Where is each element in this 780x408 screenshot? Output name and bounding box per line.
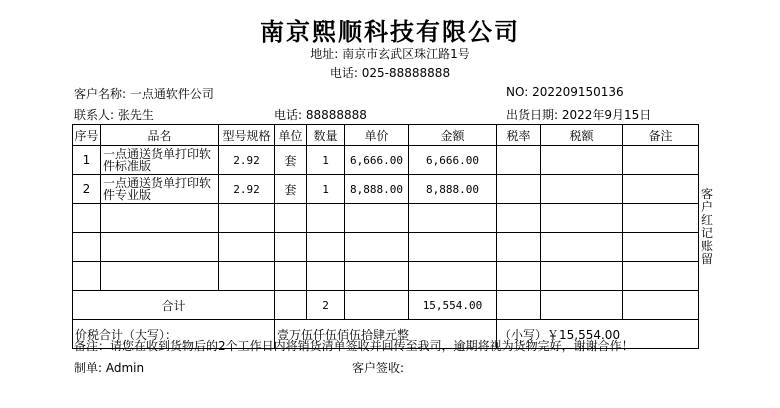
total-amount: 15,554.00 [409,291,497,320]
total-qty: 2 [307,291,345,320]
row-tax [541,175,623,204]
header-note: 备注 [623,125,699,146]
total-label: 合计 [73,291,275,320]
maker: 制单: Admin [74,361,145,375]
empty-row [73,233,699,262]
row-spec: 2.92 [219,146,275,175]
contact-person: 联系人: 张先生 [74,108,154,122]
company-phone: 电话: 025-88888888 [329,66,451,80]
empty-row [73,262,699,291]
row-unit: 套 [275,175,307,204]
contact-phone: 电话: 88888888 [274,108,367,122]
customer-signature: 客户签收: [352,361,405,375]
uppercase-value: 壹万伍仟伍佰伍拾肆元整 [275,320,497,349]
row-amount: 8,888.00 [409,175,497,204]
row-note [623,146,699,175]
row-no: 2 [73,175,101,204]
header-name: 品名 [101,125,219,146]
row-tax [541,146,623,175]
header-amount: 金额 [409,125,497,146]
row-qty: 1 [307,175,345,204]
row-amount: 6,666.00 [409,146,497,175]
lowercase-value: （小写）￥15,554.00 [497,320,699,349]
row-no: 1 [73,146,101,175]
goods-table [72,124,699,349]
header-tax: 税额 [541,125,623,146]
row-unit: 套 [275,146,307,175]
row-tax-rate [497,146,541,175]
header-qty: 数量 [307,125,345,146]
company-title: 南京熙顺科技有限公司 [260,17,520,46]
row-price: 8,888.00 [345,175,409,204]
header-tax-rate: 税率 [497,125,541,146]
ship-date: 出货日期: 2022年9月15日 [506,108,652,122]
row-spec: 2.92 [219,175,275,204]
side-copy-note: 客户红记账留 [700,187,713,266]
document-number: NO: 202209150136 [506,85,624,99]
header-spec: 型号规格 [219,125,275,146]
total-row [73,291,699,320]
table-row [73,175,699,204]
table-row [73,146,699,175]
empty-row [73,204,699,233]
header-unit: 单位 [275,125,307,146]
row-price: 6,666.00 [345,146,409,175]
header-price: 单价 [345,125,409,146]
customer-name: 客户名称: 一点通软件公司 [74,87,214,101]
row-qty: 1 [307,146,345,175]
footer-note: 备注：请您在收到货物后的2个工作日内将销货清单签收并回传至我司，逾期将视为货物完好，谢谢合作！ [74,339,634,353]
row-tax-rate [497,175,541,204]
row-note [623,175,699,204]
row-name: 一点通送货单打印软件专业版 [101,175,219,204]
row-name: 一点通送货单打印软件标准版 [101,146,219,175]
company-address: 地址: 南京市玄武区珠江路1号 [310,47,470,61]
uppercase-label: 价税合计（大写）： [73,320,275,349]
table-header-row [73,125,699,146]
header-no: 序号 [73,125,101,146]
